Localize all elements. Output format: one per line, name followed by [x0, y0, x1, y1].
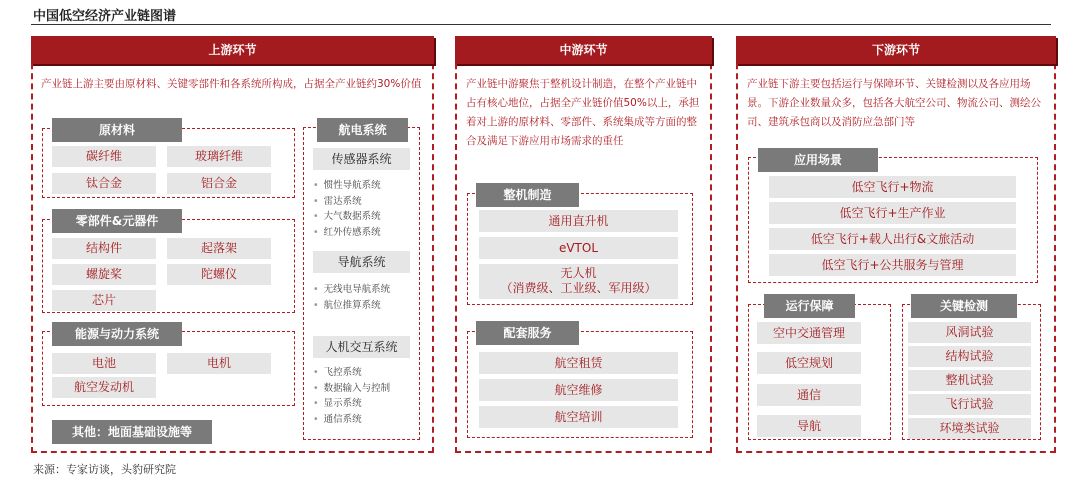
services-header: 配套服务 — [476, 321, 579, 345]
service-item: 航空维修 — [479, 379, 678, 401]
uav-grades: （消费级、工业级、军用级） — [500, 281, 657, 295]
parts-header: 零部件&元器件 — [52, 209, 182, 233]
ops-item: 空中交通管理 — [757, 322, 861, 344]
uav-item — [479, 264, 678, 299]
nav-system-list — [313, 282, 390, 313]
apps-header: 应用场景 — [758, 148, 878, 172]
hmi-item: • 数据输入与控制 — [313, 381, 390, 397]
energy-item: 电机 — [167, 353, 271, 374]
app-item: 低空飞行+生产作业 — [769, 202, 1016, 224]
upstream-description: 产业链上游主要由原材料、关键零部件和各系统所构成，占据全产业链约30%价值 — [41, 78, 422, 90]
hmi-item: • 显示系统 — [313, 396, 390, 412]
hmi-item: • 飞控系统 — [313, 365, 390, 381]
assembly-header: 整机制造 — [476, 183, 579, 207]
nav-item: • 航位推算系统 — [313, 298, 390, 314]
assembly-item: 通用直升机 — [479, 210, 678, 232]
app-item: 低空飞行+物流 — [769, 176, 1016, 198]
avionics-header: 航电系统 — [317, 118, 408, 142]
hmi-system-header: 人机交互系统 — [313, 336, 410, 358]
source-note: 来源：专家访谈，头豹研究院 — [33, 463, 176, 476]
energy-item: 航空发动机 — [52, 377, 156, 398]
assembly-item: eVTOL — [479, 237, 678, 259]
sensor-system-header: 传感器系统 — [313, 148, 410, 170]
testing-item: 整机试验 — [908, 370, 1031, 391]
ops-item: 通信 — [757, 384, 861, 406]
raw-item: 钛合金 — [52, 173, 156, 194]
ops-item: 导航 — [757, 415, 861, 437]
raw-item: 玻璃纤维 — [167, 146, 271, 167]
hmi-item: • 通信系统 — [313, 412, 390, 428]
midstream-description: 产业链中游聚焦于整机设计制造，在整个产业链中占有核心地位，占据全产业链价值50%以上，承担着对上游的原材料、零部件、系统集成等方面的整合及满足下游应用市场需求的重任 — [466, 78, 700, 147]
raw-item: 碳纤维 — [52, 146, 156, 167]
other-infrastructure: 其他：地面基础设施等 — [52, 420, 212, 444]
nav-system-header: 导航系统 — [313, 251, 410, 273]
app-item: 低空飞行+载人出行&文旅活动 — [769, 228, 1016, 250]
parts-item: 陀螺仪 — [167, 264, 271, 285]
hmi-system-list — [313, 365, 390, 427]
service-item: 航空培训 — [479, 406, 678, 428]
testing-item: 环境类试验 — [908, 418, 1031, 439]
title-divider — [31, 24, 1051, 25]
sensor-item: • 红外传感系统 — [313, 225, 381, 241]
parts-item: 螺旋桨 — [52, 264, 156, 285]
testing-item: 风洞试验 — [908, 322, 1031, 343]
testing-item: 飞行试验 — [908, 394, 1031, 415]
sensor-item: • 雷达系统 — [313, 194, 381, 210]
app-item: 低空飞行+公共服务与管理 — [769, 254, 1016, 276]
raw-item: 铝合金 — [167, 173, 271, 194]
ops-header: 运行保障 — [764, 294, 855, 318]
downstream-header: 下游环节 — [736, 36, 1056, 64]
sensor-item: • 大气数据系统 — [313, 209, 381, 225]
page-title: 中国低空经济产业链图谱 — [33, 9, 177, 24]
parts-item: 结构件 — [52, 238, 156, 259]
testing-header: 关键检测 — [911, 294, 1017, 318]
service-item: 航空租赁 — [479, 352, 678, 374]
downstream-description: 产业链下游主要包括运行与保障环节、关键检测以及各应用场景。下游企业数量众多，包括各大航空公司、物流公司、测绘公司、建筑承包商以及消防应急部门等 — [747, 78, 1041, 128]
ops-item: 低空规划 — [757, 352, 861, 374]
uav-label: 无人机 — [560, 266, 597, 280]
midstream-header: 中游环节 — [455, 36, 712, 64]
raw-materials-header: 原材料 — [52, 118, 182, 142]
testing-item: 结构试验 — [908, 346, 1031, 367]
nav-item: • 无线电导航系统 — [313, 282, 390, 298]
sensor-system-list — [313, 178, 381, 240]
energy-item: 电池 — [52, 353, 156, 374]
parts-item: 芯片 — [52, 290, 156, 311]
energy-header: 能源与动力系统 — [52, 322, 182, 346]
sensor-item: • 惯性导航系统 — [313, 178, 381, 194]
parts-item: 起落架 — [167, 238, 271, 259]
upstream-header: 上游环节 — [31, 36, 434, 64]
